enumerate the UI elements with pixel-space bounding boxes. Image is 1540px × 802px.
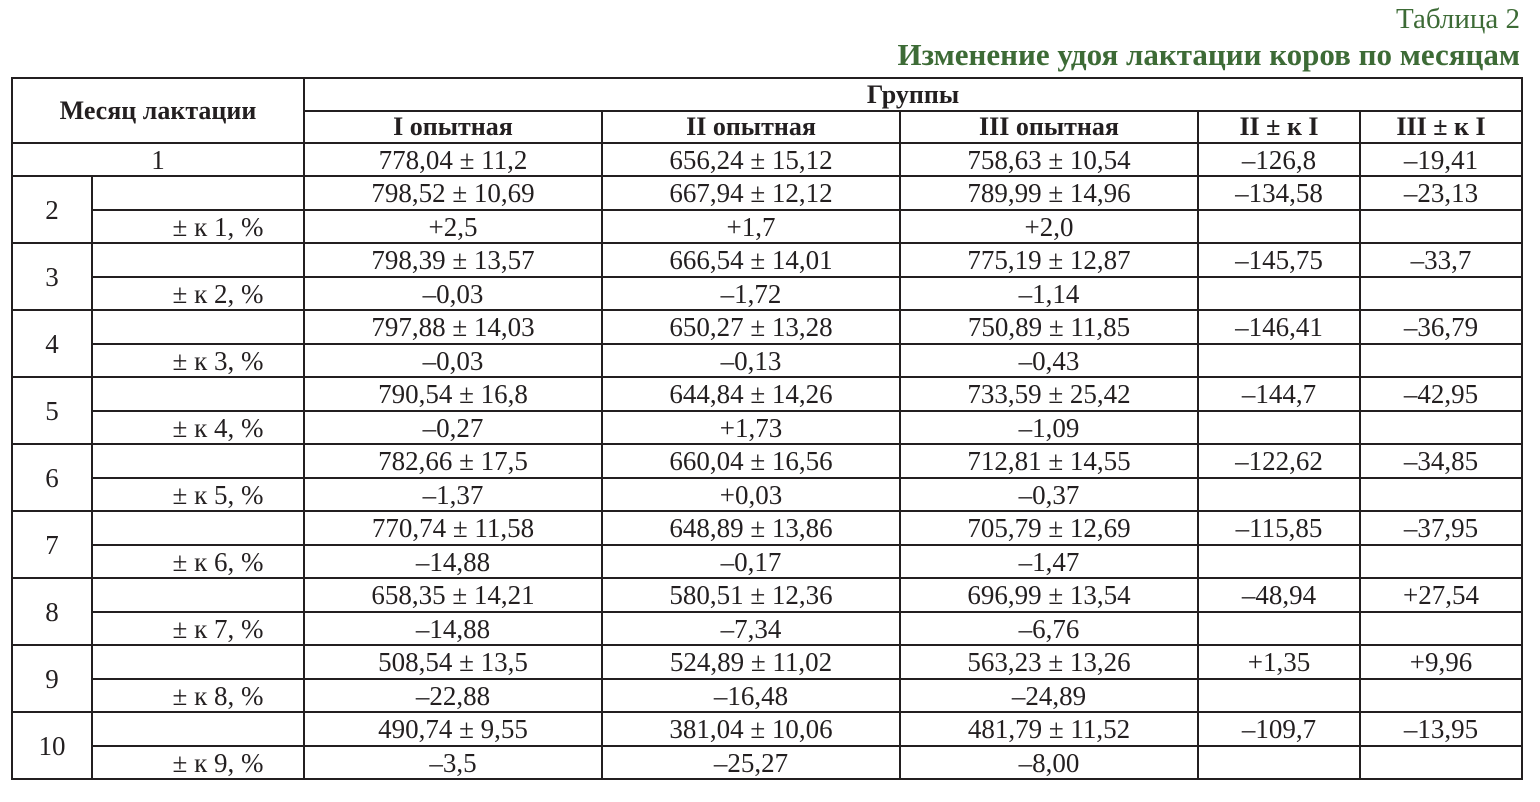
value-cell: 656,24 ± 15,12 xyxy=(602,143,900,176)
value-cell: –126,8 xyxy=(1198,143,1360,176)
month-cell: 3 xyxy=(12,243,92,310)
empty-cell xyxy=(92,377,304,411)
value-cell: 658,35 ± 14,21 xyxy=(304,578,602,612)
empty-cell xyxy=(92,645,304,679)
value-cell: –115,85 xyxy=(1198,511,1360,545)
value-cell: 733,59 ± 25,42 xyxy=(900,377,1198,411)
value-cell: 775,19 ± 12,87 xyxy=(900,243,1198,277)
month-cell: 2 xyxy=(12,176,92,243)
percent-change-cell: +0,03 xyxy=(602,478,900,511)
groups-header: Группы xyxy=(304,78,1522,111)
empty-cell xyxy=(92,243,304,277)
empty-cell xyxy=(1198,478,1360,511)
header-row-top xyxy=(12,78,1522,111)
empty-cell xyxy=(1360,344,1522,377)
month-cell: 10 xyxy=(12,712,92,779)
empty-cell xyxy=(1360,612,1522,645)
empty-cell xyxy=(1360,746,1522,779)
table-row xyxy=(12,679,1522,712)
value-cell: +27,54 xyxy=(1360,578,1522,612)
value-cell: –33,7 xyxy=(1360,243,1522,277)
value-cell: 712,81 ± 14,55 xyxy=(900,444,1198,478)
table-row xyxy=(12,444,1522,478)
percent-change-label: ± к 1, % xyxy=(92,210,304,243)
percent-change-cell: +1,73 xyxy=(602,411,900,444)
empty-cell xyxy=(1198,411,1360,444)
month-column-header: Месяц лактации xyxy=(12,78,304,143)
column-header-diff-3: III ± к I xyxy=(1360,111,1522,143)
table-row xyxy=(12,545,1522,578)
value-cell: 750,89 ± 11,85 xyxy=(900,310,1198,344)
percent-change-cell: –1,37 xyxy=(304,478,602,511)
table-row xyxy=(12,712,1522,746)
empty-cell xyxy=(1198,277,1360,310)
value-cell: –36,79 xyxy=(1360,310,1522,344)
table-row xyxy=(12,143,1522,176)
lactation-table xyxy=(11,77,1523,780)
percent-change-cell: –24,89 xyxy=(900,679,1198,712)
empty-cell xyxy=(92,176,304,210)
empty-cell xyxy=(92,712,304,746)
percent-change-cell: –1,09 xyxy=(900,411,1198,444)
value-cell: –34,85 xyxy=(1360,444,1522,478)
month-cell: 8 xyxy=(12,578,92,645)
value-cell: –145,75 xyxy=(1198,243,1360,277)
value-cell: 797,88 ± 14,03 xyxy=(304,310,602,344)
percent-change-cell: +2,5 xyxy=(304,210,602,243)
value-cell: –109,7 xyxy=(1198,712,1360,746)
value-cell: 798,39 ± 13,57 xyxy=(304,243,602,277)
value-cell: 563,23 ± 13,26 xyxy=(900,645,1198,679)
table-row xyxy=(12,277,1522,310)
value-cell: 580,51 ± 12,36 xyxy=(602,578,900,612)
value-cell: 790,54 ± 16,8 xyxy=(304,377,602,411)
month-cell: 6 xyxy=(12,444,92,511)
table-row xyxy=(12,746,1522,779)
empty-cell xyxy=(1360,411,1522,444)
percent-change-cell: –0,17 xyxy=(602,545,900,578)
value-cell: –48,94 xyxy=(1198,578,1360,612)
value-cell: 490,74 ± 9,55 xyxy=(304,712,602,746)
value-cell: 705,79 ± 12,69 xyxy=(900,511,1198,545)
percent-change-cell: –14,88 xyxy=(304,545,602,578)
percent-change-cell: –0,37 xyxy=(900,478,1198,511)
table-row xyxy=(12,478,1522,511)
value-cell: –134,58 xyxy=(1198,176,1360,210)
percent-change-label: ± к 7, % xyxy=(92,612,304,645)
empty-cell xyxy=(1198,612,1360,645)
month-cell: 1 xyxy=(12,143,304,176)
percent-change-cell: –0,03 xyxy=(304,277,602,310)
percent-change-cell: –7,34 xyxy=(602,612,900,645)
empty-cell xyxy=(1198,545,1360,578)
table-row xyxy=(12,176,1522,210)
percent-change-cell: –1,14 xyxy=(900,277,1198,310)
value-cell: –122,62 xyxy=(1198,444,1360,478)
percent-change-cell: –16,48 xyxy=(602,679,900,712)
percent-change-label: ± к 2, % xyxy=(92,277,304,310)
table-number: Таблица 2 xyxy=(1395,3,1520,35)
value-cell: 650,27 ± 13,28 xyxy=(602,310,900,344)
percent-change-cell: –8,00 xyxy=(900,746,1198,779)
value-cell: 508,54 ± 13,5 xyxy=(304,645,602,679)
empty-cell xyxy=(1198,210,1360,243)
percent-change-cell: –0,43 xyxy=(900,344,1198,377)
value-cell: –19,41 xyxy=(1360,143,1522,176)
percent-change-cell: –22,88 xyxy=(304,679,602,712)
value-cell: –23,13 xyxy=(1360,176,1522,210)
value-cell: 696,99 ± 13,54 xyxy=(900,578,1198,612)
percent-change-cell: –0,03 xyxy=(304,344,602,377)
table-row xyxy=(12,243,1522,277)
value-cell: 644,84 ± 14,26 xyxy=(602,377,900,411)
month-cell: 9 xyxy=(12,645,92,712)
value-cell: 758,63 ± 10,54 xyxy=(900,143,1198,176)
percent-change-cell: –1,47 xyxy=(900,545,1198,578)
table-row xyxy=(12,511,1522,545)
percent-change-cell: +1,7 xyxy=(602,210,900,243)
table-row xyxy=(12,612,1522,645)
percent-change-label: ± к 8, % xyxy=(92,679,304,712)
value-cell: –37,95 xyxy=(1360,511,1522,545)
table-row xyxy=(12,411,1522,444)
table-row xyxy=(12,344,1522,377)
percent-change-label: ± к 3, % xyxy=(92,344,304,377)
empty-cell xyxy=(1360,478,1522,511)
empty-cell xyxy=(92,444,304,478)
table-row xyxy=(12,377,1522,411)
percent-change-label: ± к 6, % xyxy=(92,545,304,578)
percent-change-cell: –3,5 xyxy=(304,746,602,779)
value-cell: 667,94 ± 12,12 xyxy=(602,176,900,210)
column-header-group-3: III опытная xyxy=(900,111,1198,143)
table-row xyxy=(12,310,1522,344)
value-cell: +1,35 xyxy=(1198,645,1360,679)
value-cell: 648,89 ± 13,86 xyxy=(602,511,900,545)
value-cell: –144,7 xyxy=(1198,377,1360,411)
empty-cell xyxy=(92,578,304,612)
table-row xyxy=(12,645,1522,679)
empty-cell xyxy=(1360,277,1522,310)
percent-change-cell: –0,27 xyxy=(304,411,602,444)
empty-cell xyxy=(1198,679,1360,712)
value-cell: –146,41 xyxy=(1198,310,1360,344)
value-cell: 381,04 ± 10,06 xyxy=(602,712,900,746)
column-header-group-1: I опытная xyxy=(304,111,602,143)
value-cell: –13,95 xyxy=(1360,712,1522,746)
percent-change-label: ± к 4, % xyxy=(92,411,304,444)
empty-cell xyxy=(92,310,304,344)
percent-change-cell: –6,76 xyxy=(900,612,1198,645)
value-cell: 660,04 ± 16,56 xyxy=(602,444,900,478)
month-cell: 7 xyxy=(12,511,92,578)
percent-change-cell: +2,0 xyxy=(900,210,1198,243)
percent-change-cell: –14,88 xyxy=(304,612,602,645)
percent-change-cell: –25,27 xyxy=(602,746,900,779)
table-title: Изменение удоя лактации коров по месяцам xyxy=(897,37,1520,72)
value-cell: +9,96 xyxy=(1360,645,1522,679)
empty-cell xyxy=(1198,344,1360,377)
value-cell: 666,54 ± 14,01 xyxy=(602,243,900,277)
percent-change-label: ± к 5, % xyxy=(92,478,304,511)
percent-change-label: ± к 9, % xyxy=(92,746,304,779)
empty-cell xyxy=(1198,746,1360,779)
value-cell: –42,95 xyxy=(1360,377,1522,411)
table-row xyxy=(12,210,1522,243)
value-cell: 481,79 ± 11,52 xyxy=(900,712,1198,746)
value-cell: 798,52 ± 10,69 xyxy=(304,176,602,210)
value-cell: 524,89 ± 11,02 xyxy=(602,645,900,679)
month-cell: 5 xyxy=(12,377,92,444)
empty-cell xyxy=(1360,679,1522,712)
column-header-group-2: II опытная xyxy=(602,111,900,143)
value-cell: 778,04 ± 11,2 xyxy=(304,143,602,176)
percent-change-cell: –1,72 xyxy=(602,277,900,310)
month-cell: 4 xyxy=(12,310,92,377)
value-cell: 782,66 ± 17,5 xyxy=(304,444,602,478)
percent-change-cell: –0,13 xyxy=(602,344,900,377)
empty-cell xyxy=(1360,210,1522,243)
value-cell: 789,99 ± 14,96 xyxy=(900,176,1198,210)
empty-cell xyxy=(92,511,304,545)
empty-cell xyxy=(1360,545,1522,578)
value-cell: 770,74 ± 11,58 xyxy=(304,511,602,545)
column-header-diff-2: II ± к I xyxy=(1198,111,1360,143)
table-row xyxy=(12,578,1522,612)
